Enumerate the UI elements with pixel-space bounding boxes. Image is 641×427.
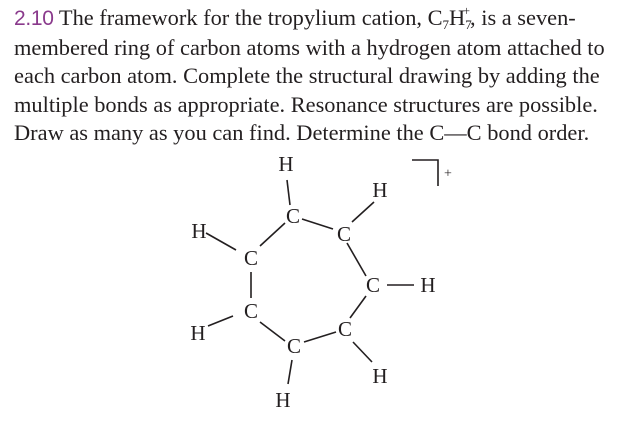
problem-number: 2.10 [14, 7, 54, 30]
problem-line-2: membered ring of carbon atoms with a hydrogen atom attached to [14, 34, 605, 60]
carbon-atom-3: C [365, 273, 381, 297]
cation-bracket [412, 160, 438, 186]
carbon-atom-5: C [286, 334, 302, 358]
formula-charge: + [462, 3, 471, 18]
carbon-atom-2: C [336, 222, 352, 246]
hydrogen-atom-5: H [275, 388, 291, 412]
problem-line-3: each carbon atom. Complete the structural drawing by adding the [14, 63, 600, 89]
hydrogen-atom-6: H [190, 321, 206, 345]
bond-c3-c4 [350, 296, 366, 318]
bond-c6-h [208, 316, 233, 326]
bond-c1-c2 [302, 219, 333, 229]
carbon-atom-4: C [337, 317, 353, 341]
bond-c4-c5 [304, 332, 336, 342]
bond-c7-h [206, 233, 236, 250]
hydrogen-atom-1: H [278, 152, 294, 176]
problem-text-1b: , is a seven- [470, 5, 576, 30]
carbon-atom-7: C [243, 246, 259, 270]
bond-c5-h [288, 360, 292, 384]
hydrogen-atom-2: H [372, 178, 388, 202]
problem-line-5: Draw as many as you can find. Determine the C—C bond order. [14, 120, 590, 146]
problem-line-4: multiple bonds as appropriate. Resonance structures are possible. [14, 91, 598, 117]
bond-c7-c1 [260, 223, 285, 246]
hydrogen-atom-3: H [420, 273, 436, 297]
cation-charge: + [444, 166, 452, 182]
bond-c1-h [287, 180, 290, 205]
bond-c2-c3 [347, 243, 366, 276]
problem-text-1a: The framework for the tropylium cation, C [58, 5, 443, 30]
bond-c5-c6 [260, 322, 285, 341]
bond-c2-h [352, 202, 374, 222]
hydrogen-atom-7: H [191, 219, 207, 243]
hydrogen-atom-4: H [372, 364, 388, 388]
carbon-atom-1: C [285, 204, 301, 228]
formula-subscript-c: 7 [442, 17, 450, 32]
carbon-atom-6: C [243, 299, 259, 323]
bond-c4-h [353, 342, 372, 362]
formula-h: H [449, 5, 466, 30]
formula-subscript-h: 7 [465, 17, 472, 32]
